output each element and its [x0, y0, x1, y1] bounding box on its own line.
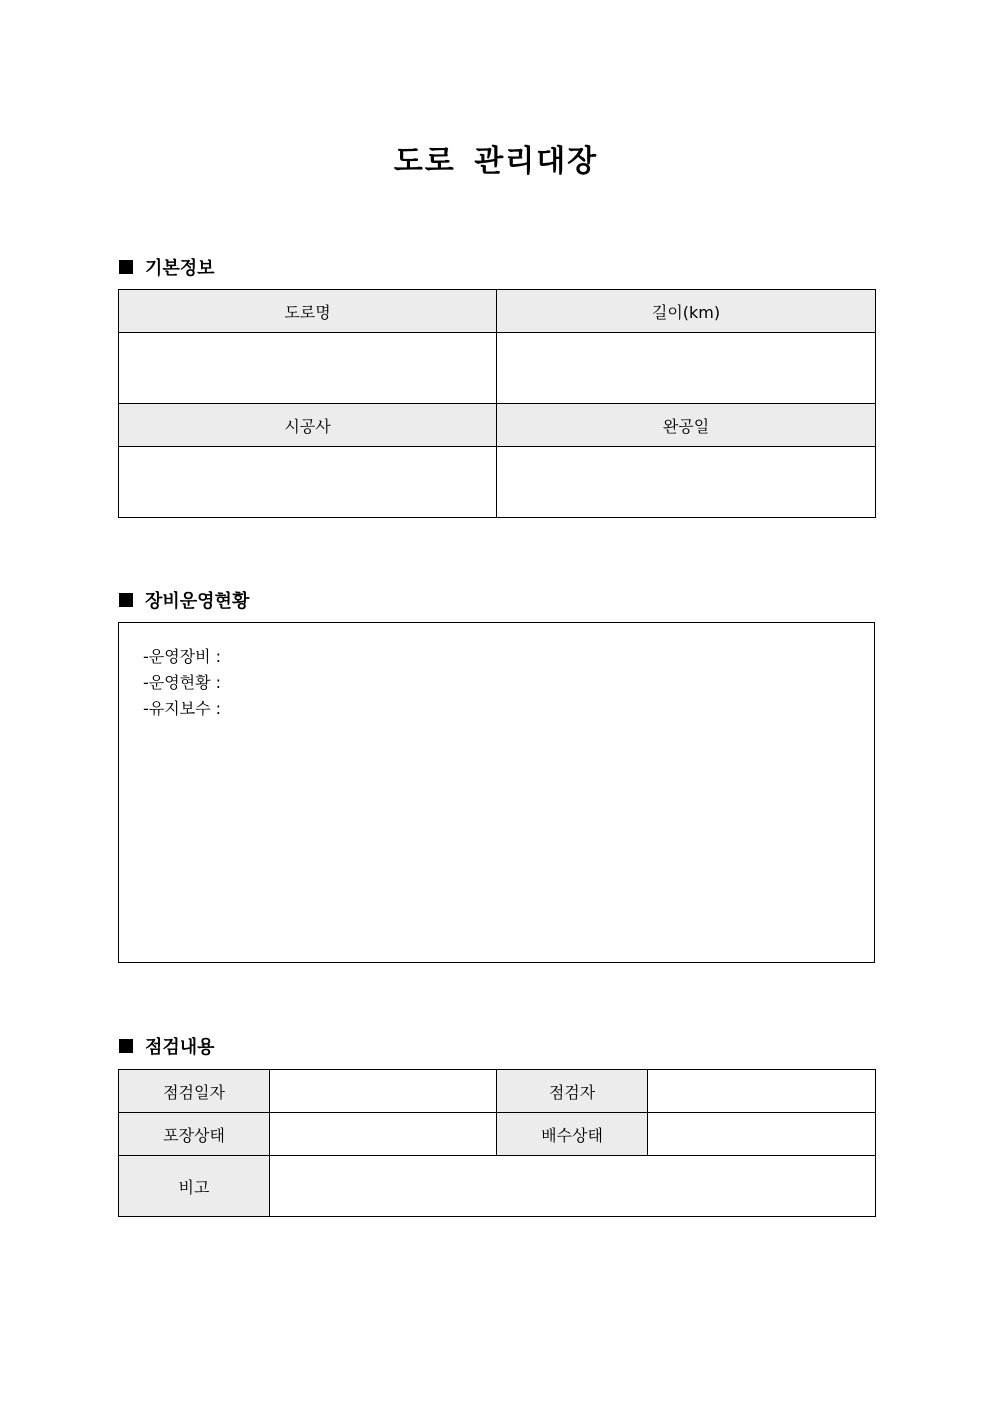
- table-row: [119, 1070, 876, 1113]
- drainage-status-label: 배수상태: [497, 1113, 648, 1156]
- drainage-status-field[interactable]: [648, 1113, 876, 1156]
- road-name-label: 도로명: [119, 290, 497, 333]
- inspection-table: [118, 1069, 876, 1217]
- remarks-field[interactable]: [270, 1156, 876, 1217]
- inspector-field[interactable]: [648, 1070, 876, 1113]
- equipment-line-maintenance: -유지보수 :: [143, 699, 222, 718]
- section-title: 장비운영현황: [145, 591, 250, 612]
- length-field[interactable]: [497, 333, 876, 404]
- road-name-field[interactable]: [119, 333, 497, 404]
- completion-date-field[interactable]: [497, 447, 876, 518]
- square-bullet-icon: [119, 593, 133, 607]
- equipment-line-operating-status: -운영현황 :: [143, 673, 222, 692]
- square-bullet-icon: [119, 260, 133, 274]
- section-heading-inspection: [119, 1033, 215, 1059]
- page-title: 도로 관리대장: [393, 144, 599, 179]
- contractor-field[interactable]: [119, 447, 497, 518]
- table-row: [119, 447, 876, 518]
- equipment-status-box[interactable]: [118, 622, 875, 963]
- basic-info-table: [118, 289, 876, 518]
- inspection-date-field[interactable]: [270, 1070, 497, 1113]
- length-label: 길이(km): [497, 290, 876, 333]
- section-heading-basic-info: [119, 254, 215, 280]
- pavement-status-label: 포장상태: [119, 1113, 270, 1156]
- section-title: 점검내용: [145, 1037, 215, 1058]
- table-row: [119, 1156, 876, 1217]
- table-row: [119, 290, 876, 333]
- completion-date-label: 완공일: [497, 404, 876, 447]
- section-title: 기본정보: [145, 258, 215, 279]
- contractor-label: 시공사: [119, 404, 497, 447]
- pavement-status-field[interactable]: [270, 1113, 497, 1156]
- table-row: [119, 404, 876, 447]
- inspection-date-label: 점검일자: [119, 1070, 270, 1113]
- section-heading-equipment: [119, 587, 249, 613]
- remarks-label: 비고: [119, 1156, 270, 1217]
- table-row: [119, 333, 876, 404]
- square-bullet-icon: [119, 1039, 133, 1053]
- table-row: [119, 1113, 876, 1156]
- equipment-line-operating-equipment: -운영장비 :: [143, 647, 222, 666]
- inspector-label: 점검자: [497, 1070, 648, 1113]
